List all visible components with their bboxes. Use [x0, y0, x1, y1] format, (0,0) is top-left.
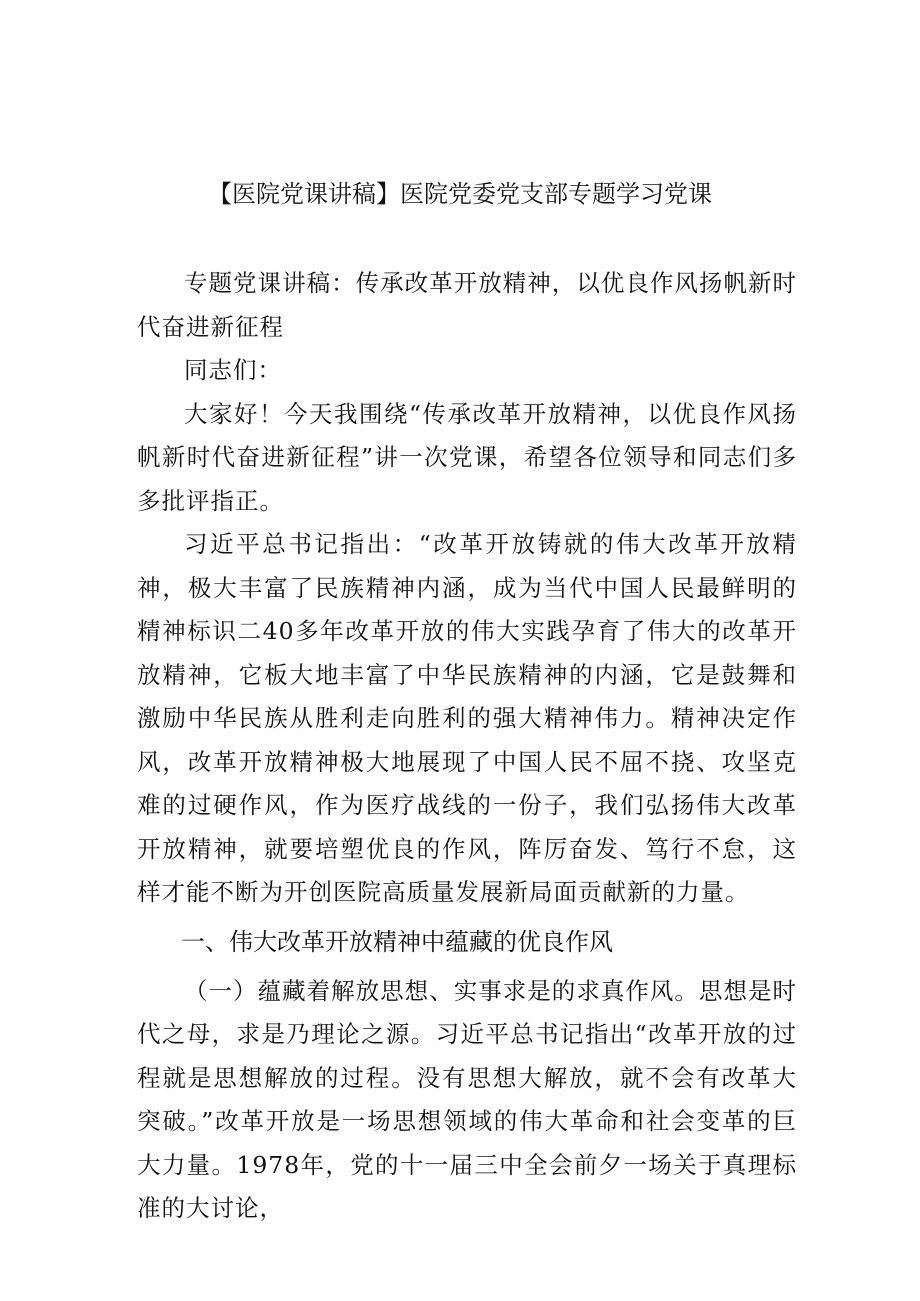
salutation: 同志们： [184, 356, 282, 384]
subtitle-paragraph: 专题党课讲稿：传承改革开放精神，以优良作风扬帆新时代奋进新征程 [137, 269, 797, 341]
body-paragraph: 大家好！今天我围绕“传承改革开放精神，以优良作风扬帆新时代奋进新征程”讲一次党课，希望各位领导和同志们多多批评指正。 [137, 399, 797, 515]
section-paragraph: （一）蕴藏着解放思想、实事求是的求真作风。思想是时代之母，求是乃理论之源。习近平总书记指出“改革开放的过程就是思想解放的过程。没有思想大解放，就不会有改革大突破。”改革开放是一场思想领域的伟大革命和社会变革的巨大力量。1978年，党的十一届三中全会前夕一场关于真理标准的大讨论， [137, 976, 797, 1222]
document-title: 【医院党课讲稿】医院党委党支部专题学习党课 [208, 180, 712, 208]
body-paragraph: 习近平总书记指出：“改革开放铸就的伟大改革开放精神，极大丰富了民族精神内涵，成为当代中国人民最鲜明的精神标识二40多年改革开放的伟大实践孕育了伟大的改革开放精神，它板大地丰富了中华民族精神的内涵，它是鼓舞和激励中华民族从胜利走向胜利的强大精神伟力。精神决定作风，改革开放精神极大地展现了中国人民不屈不挠、攻坚克难的过硬作风，作为医疗战线的一份子，我们弘扬伟大改革开放精神，就要培塑优良的作风，阵厉奋发、笃行不怠，这样才能不断为开创医院高质量发展新局面贡献新的力量。 [137, 530, 797, 906]
document-body [137, 262, 797, 1231]
section-heading: 一、伟大改革开放精神中蕴藏的优良作风 [181, 927, 613, 956]
